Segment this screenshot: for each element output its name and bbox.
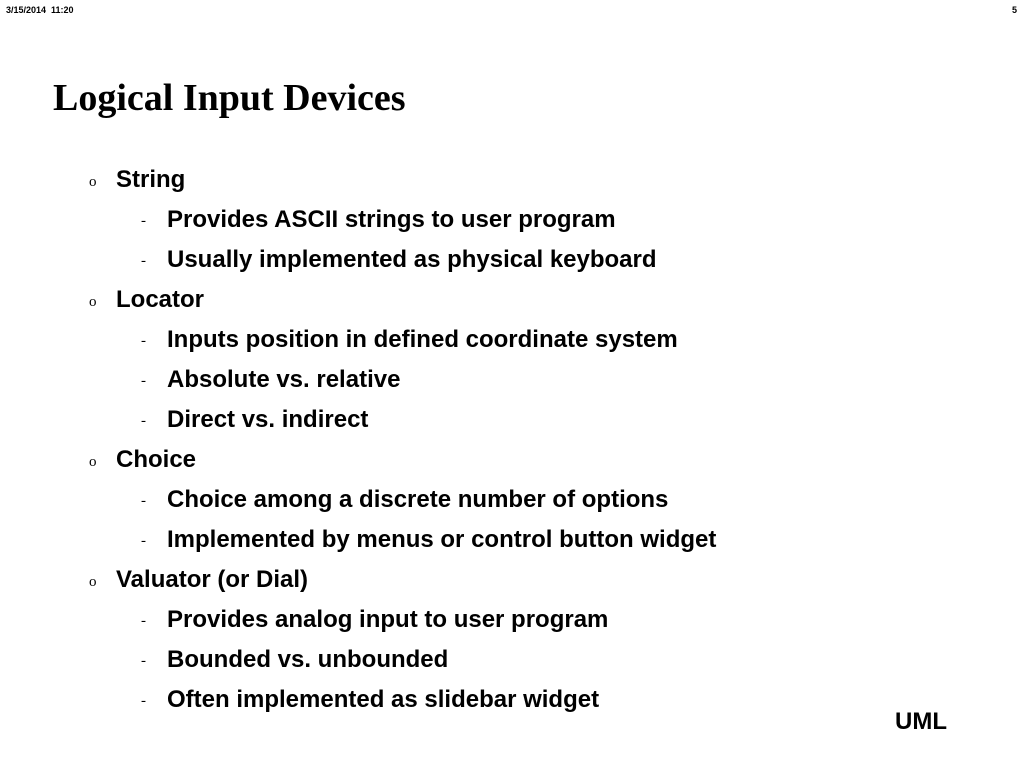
section-heading-text: Choice [116, 446, 197, 473]
section-heading-text: Valuator (or Dial) [116, 566, 309, 593]
section-heading-text: String [116, 166, 186, 193]
sub-item-text: Often implemented as slidebar widget [167, 686, 600, 713]
sub-item-text: Provides analog input to user program [167, 606, 609, 633]
dash-bullet-icon: - [141, 373, 146, 389]
sub-item-text: Choice among a discrete number of options [167, 486, 669, 513]
section-heading-text: Locator [116, 286, 205, 313]
footer-logo: UML [895, 708, 947, 735]
page-number: 5 [1011, 5, 1017, 15]
circle-bullet-icon: o [89, 454, 97, 470]
sub-item-text: Implemented by menus or control button widget [167, 526, 717, 553]
sub-item-text: Usually implemented as physical keyboard [167, 246, 657, 273]
dash-bullet-icon: - [141, 493, 146, 509]
slide-title: Logical Input Devices [53, 77, 406, 119]
circle-bullet-icon: o [89, 294, 97, 310]
dash-bullet-icon: - [141, 533, 146, 549]
sub-item-text: Provides ASCII strings to user program [167, 206, 616, 233]
dash-bullet-icon: - [141, 333, 146, 349]
dash-bullet-icon: - [141, 213, 146, 229]
dash-bullet-icon: - [141, 253, 146, 269]
dash-bullet-icon: - [141, 613, 146, 629]
sub-item-text: Inputs position in defined coordinate system [167, 326, 678, 353]
circle-bullet-icon: o [89, 174, 97, 190]
circle-bullet-icon: o [89, 574, 97, 590]
dash-bullet-icon: - [141, 693, 146, 709]
sub-item-text: Absolute vs. relative [167, 366, 401, 393]
sub-item-text: Bounded vs. unbounded [167, 646, 449, 673]
header-date: 3/15/2014 11:20 [6, 5, 74, 15]
dash-bullet-icon: - [141, 413, 146, 429]
sub-item-text: Direct vs. indirect [167, 406, 369, 433]
dash-bullet-icon: - [141, 653, 146, 669]
